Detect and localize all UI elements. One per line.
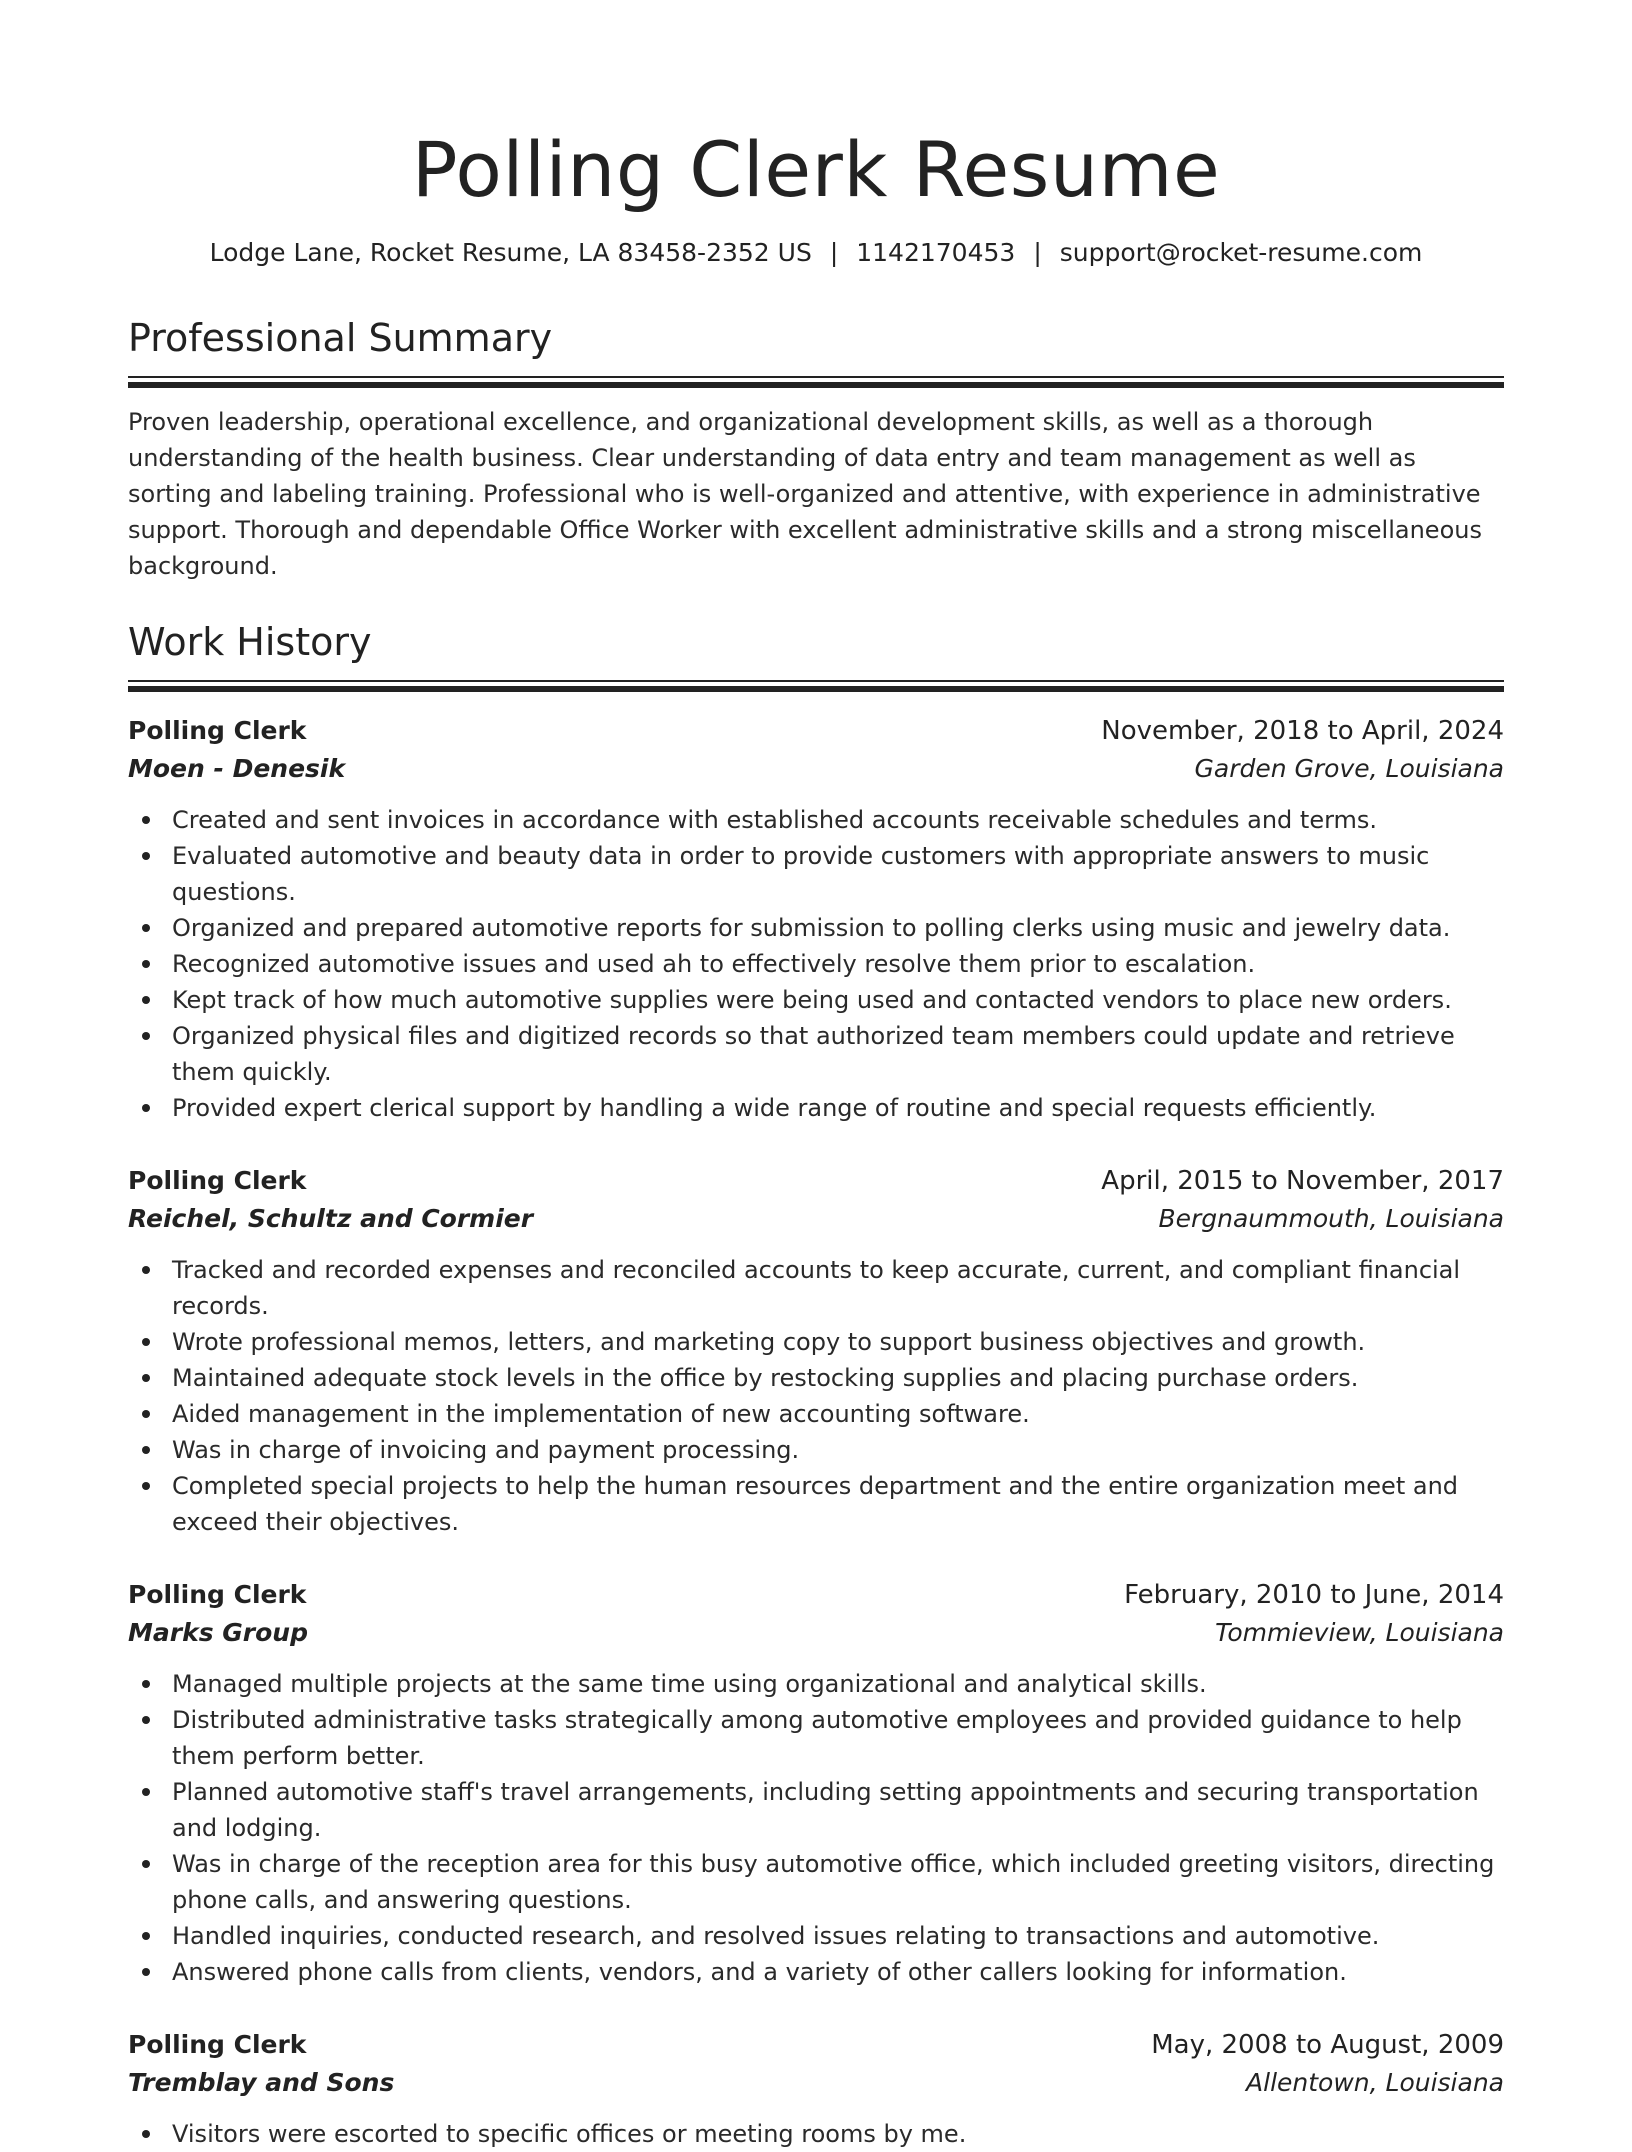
job-subheader-row [128, 2064, 1504, 2102]
resume-title: Polling Clerk Resume [411, 125, 1221, 214]
job-title: Polling Clerk [128, 1166, 307, 1195]
contact-phone: 1142170453 [856, 238, 1016, 267]
job-bullet: Was in charge of invoicing and payment processing. [172, 1432, 1504, 1468]
section-divider [128, 376, 1504, 386]
job-bullet: Wrote professional memos, letters, and marketing copy to support business objectives and growth. [172, 1324, 1504, 1360]
job-title: Polling Clerk [128, 1580, 307, 1609]
job-header-row [128, 2026, 1504, 2064]
job-location: Tommieview, Louisiana [1215, 1618, 1504, 1647]
job-bullet: Organized physical files and digitized records so that authorized team members could update and retrieve them quickly. [172, 1018, 1504, 1090]
section-divider [128, 680, 1504, 690]
job-bullet: Tracked and recorded expenses and reconciled accounts to keep accurate, current, and compliant financial records. [172, 1252, 1504, 1324]
job-bullet-list [128, 802, 1504, 1126]
job-title: Polling Clerk [128, 716, 307, 745]
job-location: Bergnaummouth, Louisiana [1158, 1204, 1504, 1233]
job-location: Allentown, Louisiana [1246, 2068, 1504, 2097]
job-bullet: Created and sent invoices in accordance with established accounts receivable schedules and terms. [172, 802, 1504, 838]
contact-separator: | [829, 238, 839, 267]
job-header-row [128, 712, 1504, 750]
job-bullet: Completed special projects to help the human resources department and the entire organization meet and exceed their objectives. [172, 1468, 1504, 1540]
job-entry [128, 2026, 1504, 2152]
job-company: Moen - Denesik [128, 754, 346, 783]
job-bullet: Recognized automotive issues and used ah to effectively resolve them prior to escalation. [172, 946, 1504, 982]
job-title: Polling Clerk [128, 2030, 307, 2059]
resume-page [128, 118, 1504, 2152]
section-heading-work-history: Work History [128, 620, 372, 664]
job-bullet: Evaluated automotive and beauty data in order to provide customers with appropriate answers to music questions. [172, 838, 1504, 910]
job-location: Garden Grove, Louisiana [1194, 754, 1504, 783]
job-bullet: Planned automotive staff's travel arrangements, including setting appointments and securing transportation and lodging. [172, 1774, 1504, 1846]
contact-line [128, 236, 1504, 270]
job-company: Reichel, Schultz and Cormier [128, 1204, 534, 1233]
job-bullet: Aided management in the implementation of new accounting software. [172, 1396, 1504, 1432]
job-subheader-row [128, 1200, 1504, 1238]
job-header-row [128, 1576, 1504, 1614]
job-bullet: Kept track of how much automotive supplies were being used and contacted vendors to place new orders. [172, 982, 1504, 1018]
job-entry [128, 712, 1504, 1126]
contact-address: Lodge Lane, Rocket Resume, LA 83458-2352 US [209, 238, 812, 267]
work-history-section [128, 618, 1504, 2152]
job-subheader-row [128, 1614, 1504, 1652]
job-bullet: Handled inquiries, conducted research, and resolved issues relating to transactions and automotive. [172, 1918, 1504, 1954]
professional-summary-section [128, 314, 1504, 584]
contact-separator: | [1033, 238, 1042, 267]
job-bullet: Distributed administrative tasks strategically among automotive employees and provided guidance to help them perform better. [172, 1702, 1504, 1774]
job-bullet-list [128, 1666, 1504, 1990]
job-bullet: Provided expert clerical support by handling a wide range of routine and special requests efficiently. [172, 1090, 1504, 1126]
job-dates: April, 2015 to November, 2017 [1101, 1166, 1504, 1196]
job-bullet: Maintained adequate stock levels in the office by restocking supplies and placing purchase orders. [172, 1360, 1504, 1396]
job-subheader-row [128, 750, 1504, 788]
job-header-row [128, 1162, 1504, 1200]
summary-text: Proven leadership, operational excellence, and organizational development skills, as well as a thorough understanding of the health business. Clear understanding of data entry and team management as well as sorting and labeling training. Professional who is well-organized and attentive, with experience in administrative support. Thorough and dependable Office Worker with excellent administrative skills and a strong miscellaneous background. [128, 408, 1482, 580]
job-bullet-list [128, 1252, 1504, 1540]
job-entry [128, 1576, 1504, 1990]
job-bullet-list [128, 2116, 1504, 2152]
job-dates: February, 2010 to June, 2014 [1124, 1580, 1504, 1610]
job-company: Marks Group [128, 1618, 309, 1647]
job-bullet: Answered phone calls from clients, vendors, and a variety of other callers looking for information. [172, 1954, 1504, 1990]
job-dates: May, 2008 to August, 2009 [1151, 2030, 1504, 2060]
contact-email: support@rocket-resume.com [1059, 238, 1423, 267]
job-bullet: Was in charge of the reception area for this busy automotive office, which included greeting visitors, directing phone calls, and answering questions. [172, 1846, 1504, 1918]
job-bullet: Visitors were escorted to specific offices or meeting rooms by me. [172, 2116, 1504, 2152]
job-entry [128, 1162, 1504, 1540]
job-bullet: Managed multiple projects at the same time using organizational and analytical skills. [172, 1666, 1504, 1702]
job-company: Tremblay and Sons [128, 2068, 395, 2097]
job-bullet: Organized and prepared automotive reports for submission to polling clerks using music and jewelry data. [172, 910, 1504, 946]
job-dates: November, 2018 to April, 2024 [1101, 716, 1504, 746]
section-heading-summary: Professional Summary [128, 316, 553, 360]
